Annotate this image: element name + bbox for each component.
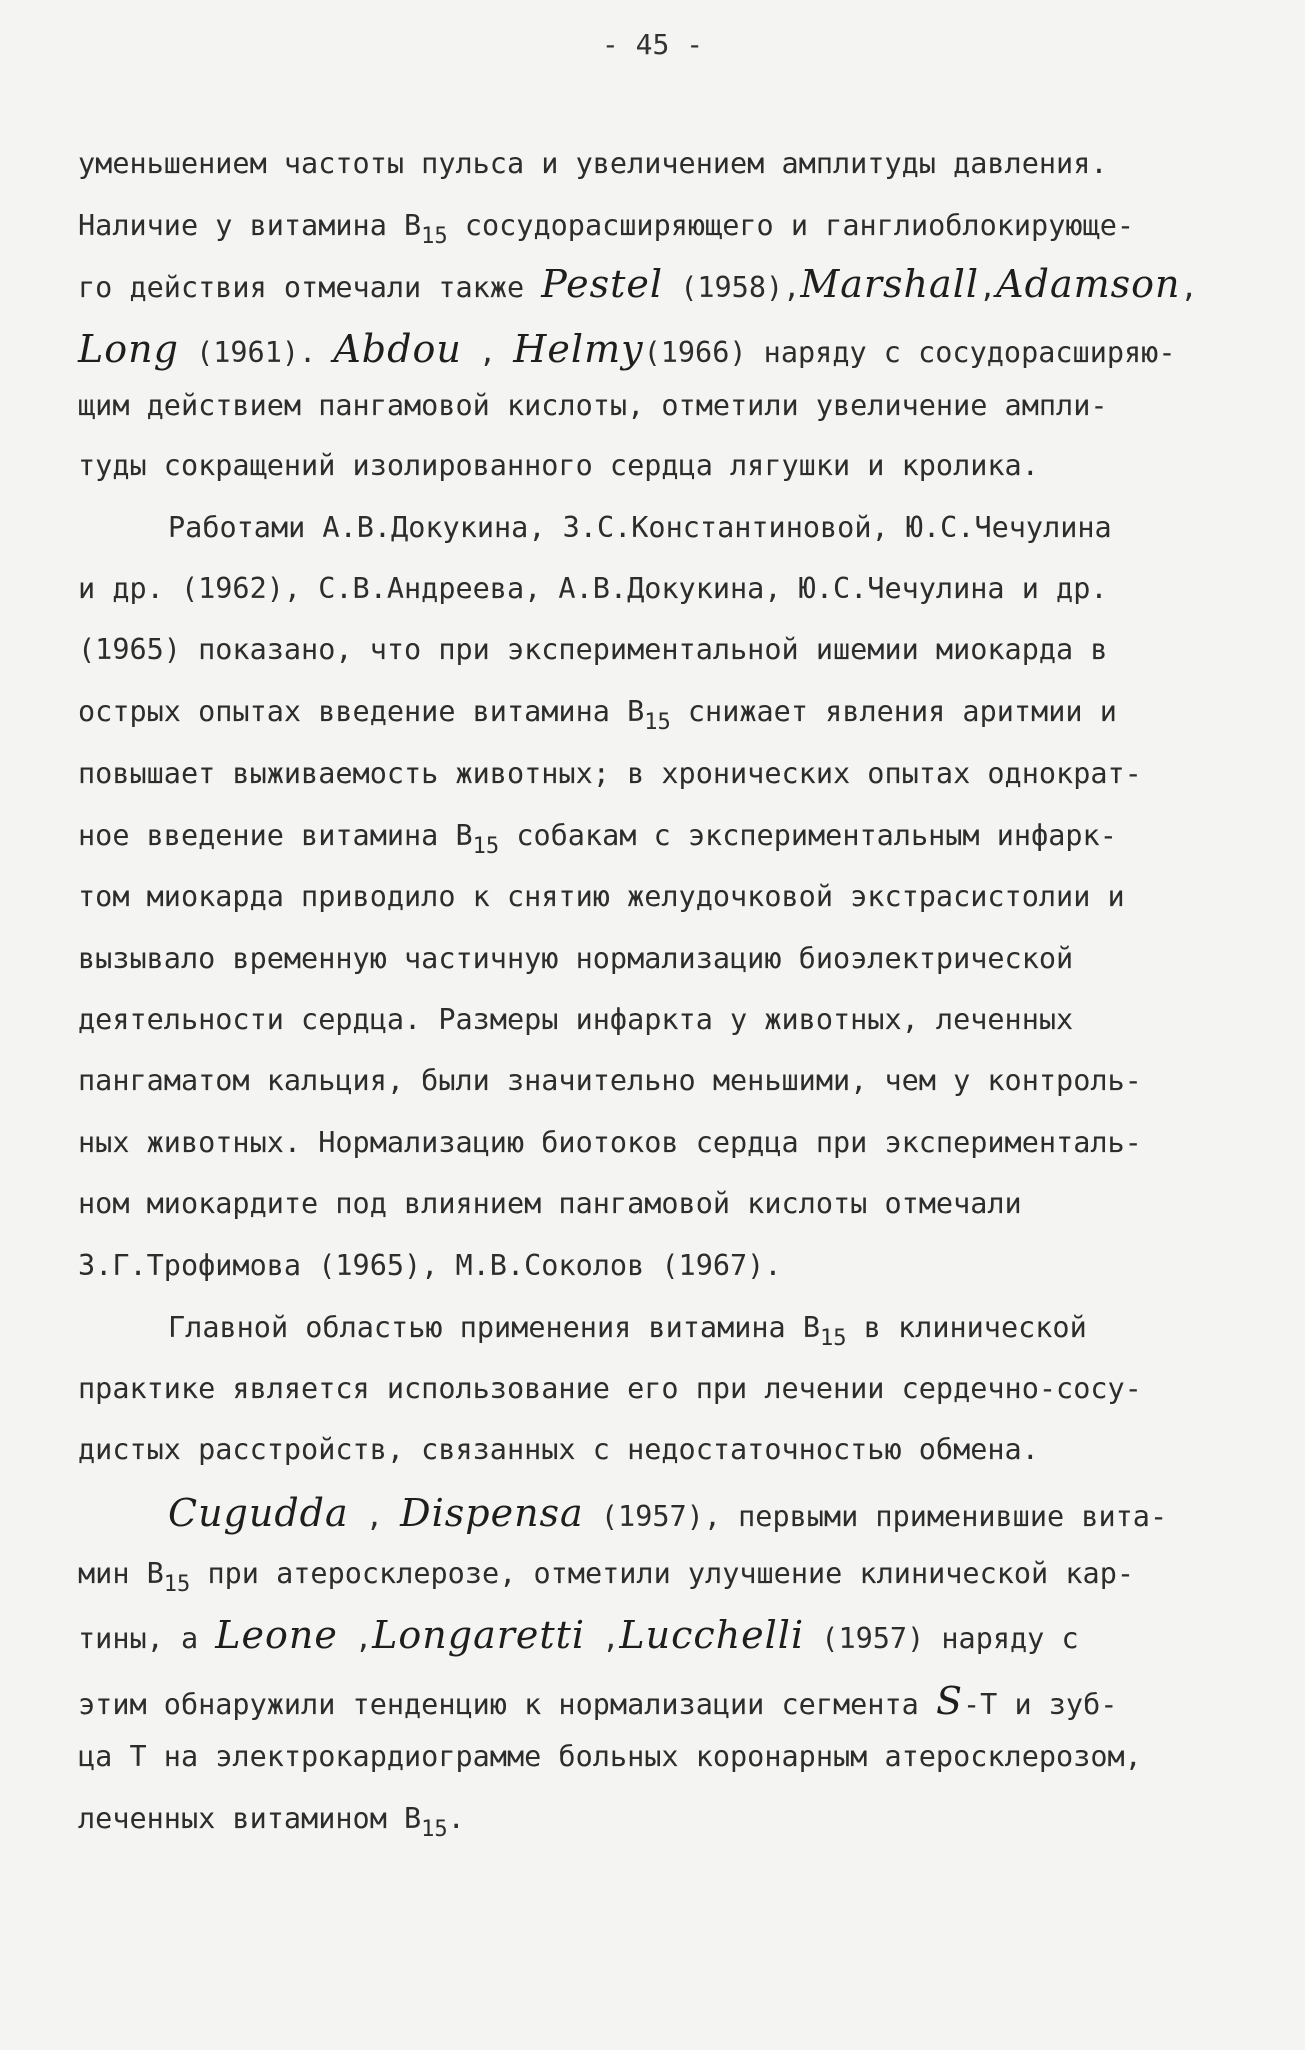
text-fragment: З.Г.Трофимова (1965), М.В.Соколов (1967). — [78, 1249, 782, 1282]
text-fragment: щим действием пангамовой кислоты, отметили увеличение ампли- — [78, 389, 1108, 422]
text-line — [78, 1126, 1142, 1159]
text-line — [78, 1064, 1142, 1097]
text-fragment: мин B — [78, 1557, 164, 1590]
subscript: 15 — [472, 834, 500, 859]
text-line — [78, 1187, 1022, 1220]
subscript: 15 — [820, 1326, 847, 1351]
text-line — [78, 209, 1135, 249]
text-fragment: практике является использование его при лечении сердечно-сосу- — [78, 1372, 1142, 1405]
text-fragment: . — [447, 1802, 465, 1835]
text-fragment: Работами А.В.Докукина, З.С.Константиновой, Ю.С.Чечулина — [168, 511, 1112, 544]
text-fragment: вызывало временную частичную нормализацию биоэлектрической — [78, 942, 1074, 975]
text-fragment: , — [979, 271, 997, 304]
text-fragment: ном миокардите под влиянием пангамовой кислоты отмечали — [78, 1187, 1022, 1220]
handwritten-name: Adamson — [996, 262, 1181, 306]
text-line — [78, 572, 1108, 605]
text-fragment: го действия отмечали также — [78, 271, 542, 304]
text-fragment: том миокарда приводило к снятию желудочковой экстрасистолии и — [78, 880, 1125, 913]
text-line — [78, 1557, 1135, 1597]
handwritten-name: Long — [78, 327, 179, 371]
text-fragment: острых опытах введение витамина B — [78, 695, 645, 728]
text-fragment: деятельности сердца. Размеры инфаркта у животных, леченных — [78, 1003, 1074, 1036]
text-line — [78, 147, 1108, 180]
handwritten-name: Helmy — [513, 327, 644, 371]
text-line — [78, 1802, 465, 1842]
text-line — [78, 1679, 1118, 1723]
text-fragment: , — [348, 1500, 401, 1533]
text-line — [78, 942, 1074, 975]
text-line — [78, 389, 1108, 422]
text-fragment: и др. (1962), С.В.Андреева, А.В.Докукина, Ю.С.Чечулина и др. — [78, 572, 1108, 605]
text-fragment: Наличие у витамина B — [78, 209, 422, 242]
text-line — [168, 1311, 1087, 1351]
text-fragment: тины, а — [78, 1622, 216, 1655]
text-fragment: (1957), первыми применившие вита- — [583, 1500, 1168, 1533]
text-fragment: , — [1180, 271, 1198, 304]
text-fragment: пангаматом кальция, были значительно меньшими, чем у контроль- — [78, 1064, 1142, 1097]
handwritten-name: Dispensa — [400, 1491, 584, 1535]
subscript: 15 — [421, 1817, 448, 1842]
text-line — [168, 511, 1112, 544]
subscript: 15 — [163, 1572, 191, 1597]
text-fragment: -T и зуб- — [962, 1688, 1118, 1721]
text-line — [168, 1491, 1168, 1535]
text-fragment: этим обнаружили тенденцию к нормализации сегмента — [78, 1688, 936, 1721]
text-fragment: дистых расстройств, связанных с недостаточностью обмена. — [78, 1433, 1039, 1466]
text-line — [78, 262, 1198, 306]
handwritten-name: Longaretti — [372, 1613, 586, 1657]
text-fragment: леченных витамином B — [78, 1802, 422, 1835]
text-line — [78, 819, 1117, 859]
text-fragment: сосудорасширяющего и ганглиоблокирующе- — [447, 209, 1135, 242]
handwritten-name: Lucchelli — [619, 1613, 805, 1657]
handwritten-name: Pestel — [541, 262, 664, 306]
text-fragment: ца T на электрокардиограмме больных коронарным атеросклерозом, — [78, 1740, 1142, 1773]
text-line — [78, 757, 1142, 790]
text-fragment: туды сокращений изолированного сердца лягушки и кролика. — [78, 449, 1039, 482]
text-fragment: в клинической — [846, 1311, 1087, 1344]
text-line — [78, 633, 1108, 666]
handwritten-name: Cugudda — [168, 1491, 349, 1535]
page-number: - 45 - — [601, 28, 704, 61]
text-fragment: (1961). — [178, 336, 334, 369]
text-line — [78, 1433, 1039, 1466]
text-fragment: при атеросклерозе, отметили улучшение клинической кар- — [190, 1557, 1135, 1590]
text-fragment: Главной областью применения витамина B — [168, 1311, 821, 1344]
text-line — [78, 1372, 1142, 1405]
text-line — [78, 695, 1117, 735]
text-fragment: (1958), — [663, 271, 801, 304]
text-fragment: (1966) наряду с сосудорасширяю- — [643, 336, 1176, 369]
handwritten-name: Abdou — [333, 327, 462, 371]
text-fragment: , — [337, 1622, 373, 1655]
text-line — [78, 1249, 782, 1282]
text-fragment: , — [461, 336, 514, 369]
text-fragment: снижает явления аритмии и — [670, 695, 1117, 728]
subscript: 15 — [421, 224, 448, 249]
handwritten-name: Marshall — [800, 262, 979, 306]
text-fragment: собакам с экспериментальным инфарк- — [499, 819, 1117, 852]
text-fragment: уменьшением частоты пульса и увеличением амплитуды давления. — [78, 147, 1108, 180]
text-fragment: , — [585, 1622, 620, 1655]
handwritten-name: S — [935, 1679, 963, 1723]
subscript: 15 — [644, 710, 671, 735]
text-line — [78, 1740, 1142, 1773]
handwritten-name: Leone — [215, 1613, 338, 1657]
text-line — [78, 1613, 1079, 1657]
text-line — [78, 1003, 1074, 1036]
text-fragment: (1957) наряду с — [804, 1622, 1079, 1655]
text-line — [78, 880, 1125, 913]
text-fragment: ное введение витамина B — [78, 819, 473, 852]
text-fragment: повышает выживаемость животных; в хронических опытах однократ- — [78, 757, 1142, 790]
text-fragment: ных животных. Нормализацию биотоков сердца при эксперименталь- — [78, 1126, 1142, 1159]
text-line — [78, 327, 1176, 371]
text-fragment: (1965) показано, что при экспериментальной ишемии миокарда в — [78, 633, 1108, 666]
text-line — [78, 449, 1039, 482]
